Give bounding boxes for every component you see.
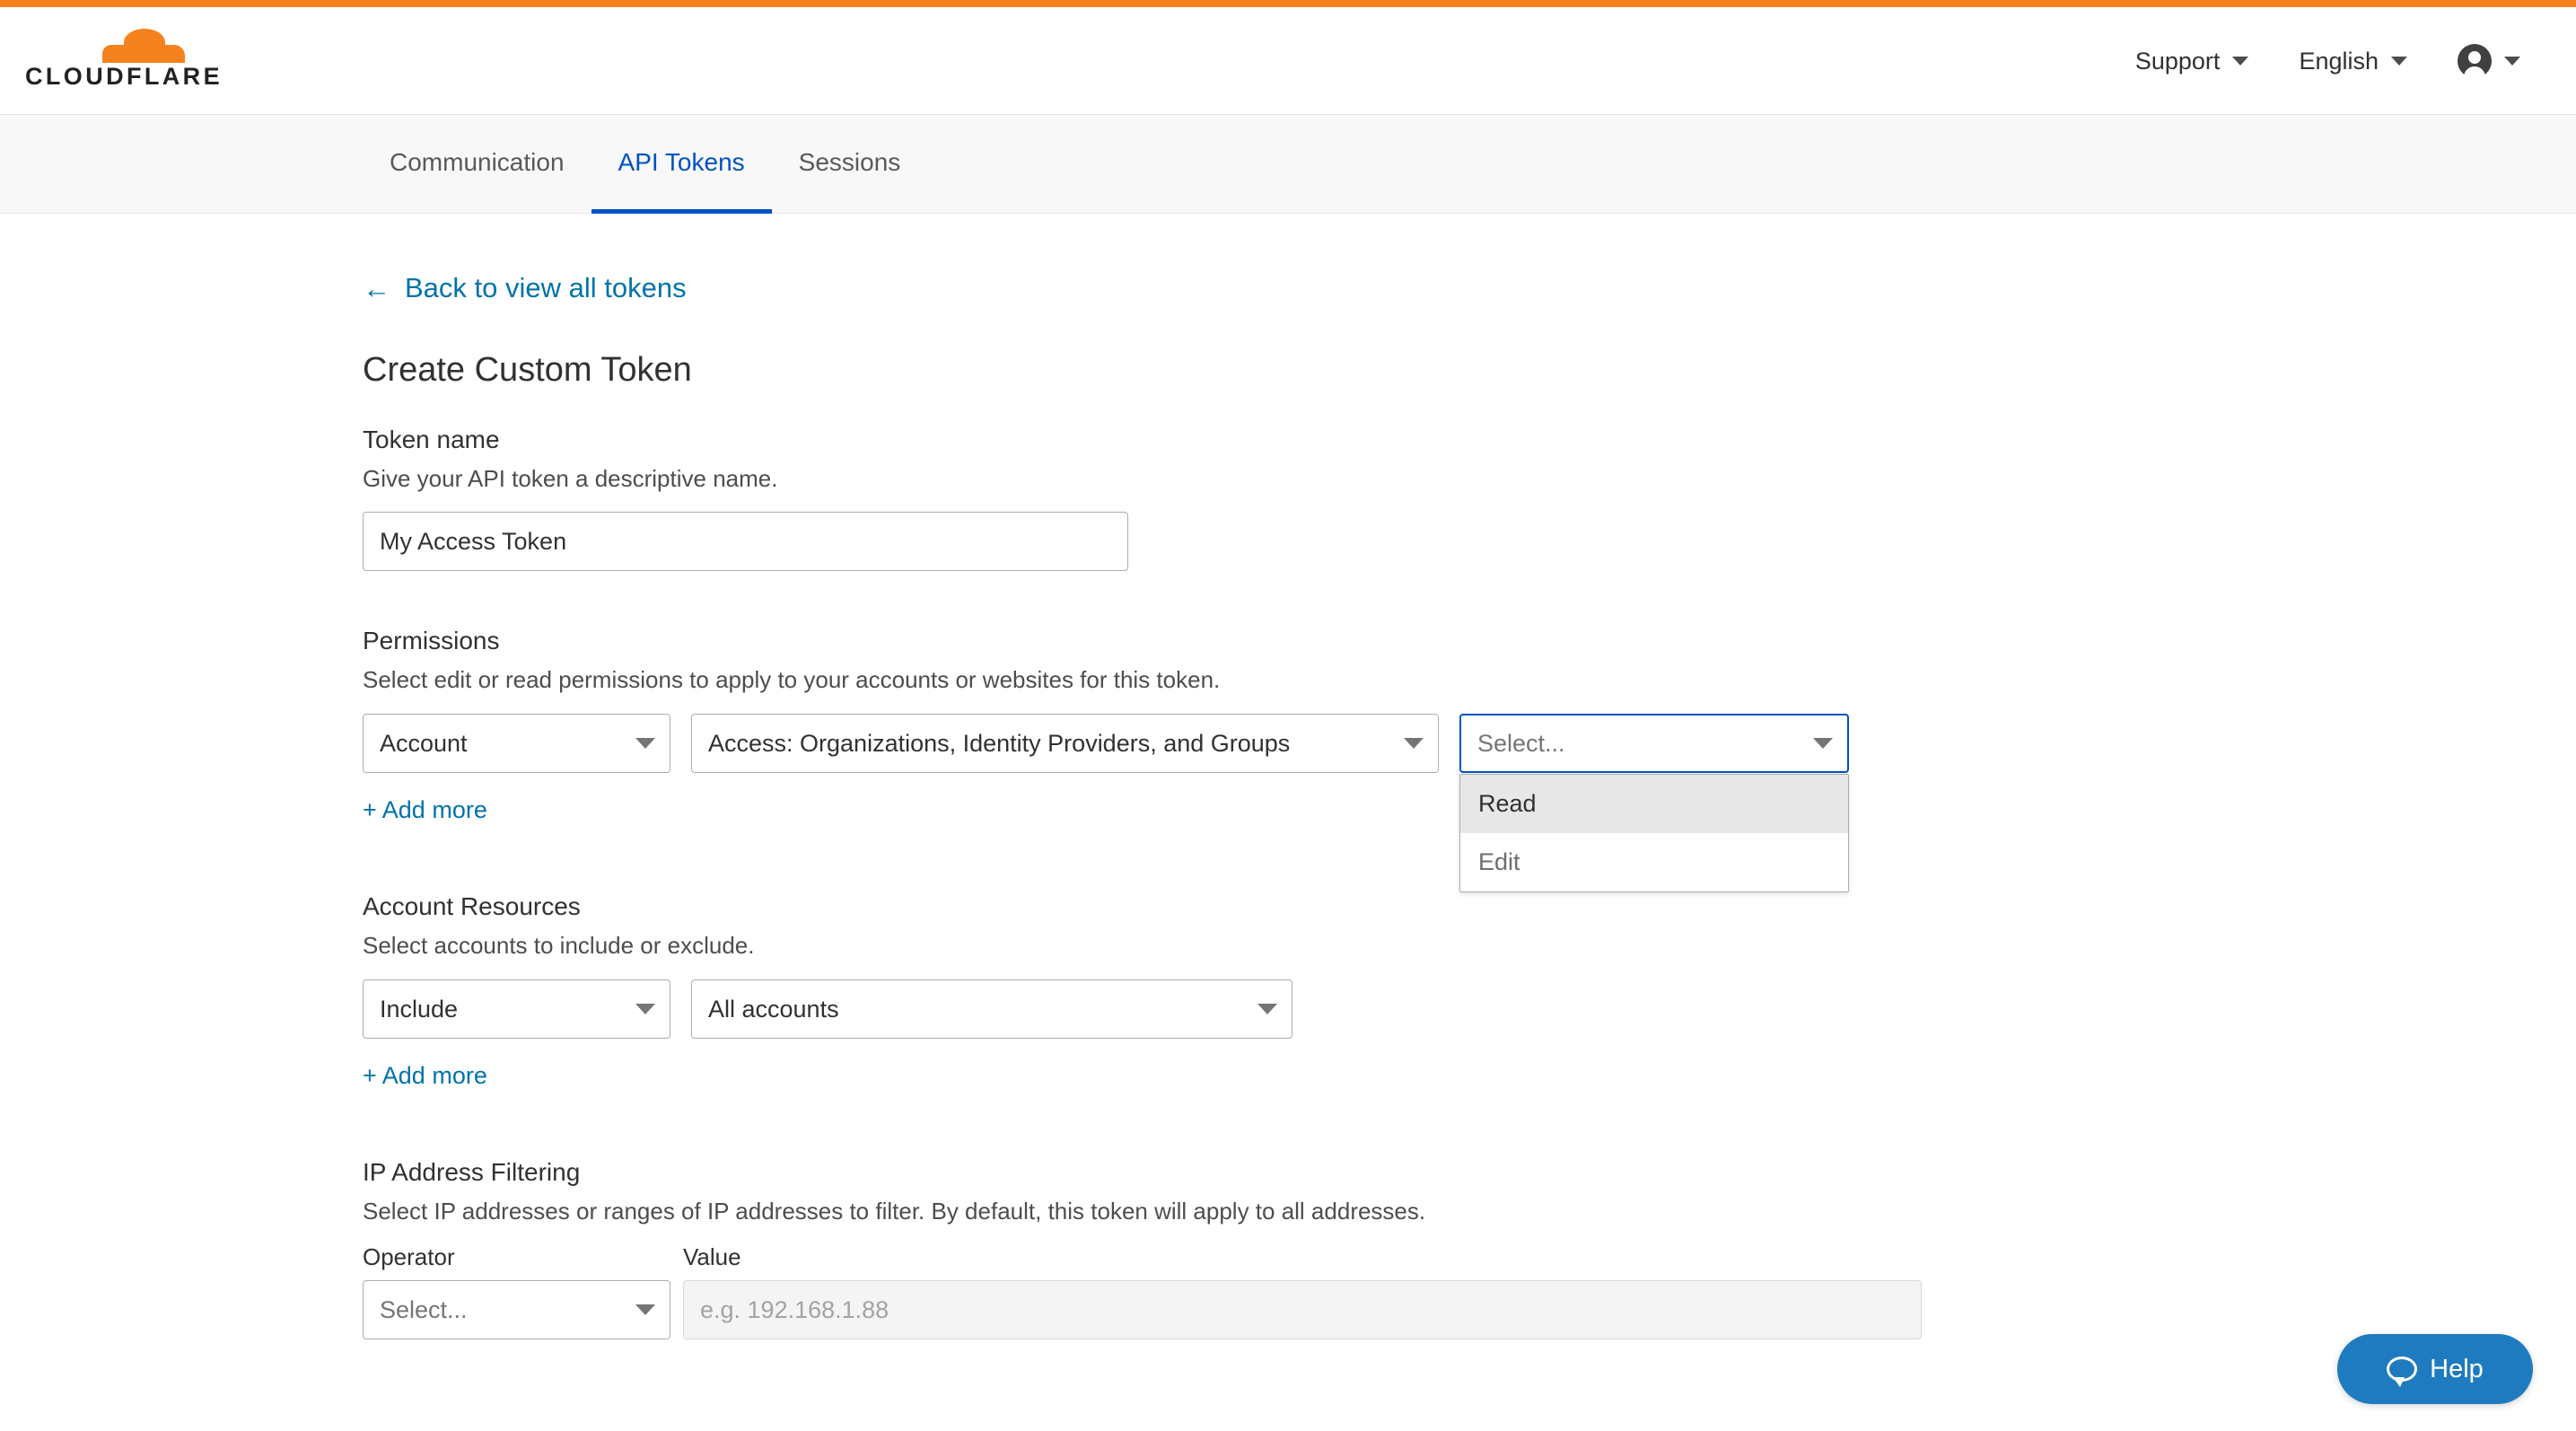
ip-value-input[interactable] <box>683 1280 1922 1339</box>
account-resources-add-more-label: + Add more <box>363 1062 487 1089</box>
permission-scope-select[interactable] <box>363 714 670 773</box>
permissions-add-more-label: + Add more <box>363 796 487 823</box>
tab-list <box>363 115 927 214</box>
support-label: Support <box>2134 47 2221 75</box>
account-resources-target-select[interactable] <box>691 979 1292 1039</box>
permission-level-dropdown <box>1459 774 1849 892</box>
ip-operator-value: Select... <box>380 1295 468 1323</box>
language-menu[interactable] <box>2274 48 2432 75</box>
ip-value-placeholder: e.g. 192.168.1.88 <box>700 1295 889 1323</box>
ip-filtering-row <box>363 1243 2158 1339</box>
tab-api-tokens[interactable] <box>591 115 772 214</box>
chevron-down-icon <box>2504 57 2520 66</box>
permissions-description: Select edit or read permissions to apply to your accounts or websites for this token. <box>363 666 1221 693</box>
permission-scope-value: Account <box>380 729 468 757</box>
account-menu[interactable] <box>2432 44 2545 78</box>
back-to-tokens-link[interactable] <box>363 272 2158 304</box>
permission-level-select[interactable] <box>1459 714 1849 773</box>
app-header <box>0 7 2576 115</box>
main-content <box>0 214 2576 1339</box>
dropdown-option-label: Read <box>1478 790 1537 817</box>
content-column <box>363 272 2158 1339</box>
ip-operator-select[interactable] <box>363 1280 670 1339</box>
tab-bar <box>0 115 2576 214</box>
token-name-description: Give your API token a descriptive name. <box>363 465 778 492</box>
account-resources-target-value: All accounts <box>708 995 839 1023</box>
tab-label: Communication <box>390 147 565 176</box>
permission-resource-select[interactable] <box>691 714 1439 773</box>
tab-label: Sessions <box>798 147 901 176</box>
ip-filtering-label: IP Address Filtering <box>363 1158 581 1186</box>
help-button[interactable] <box>2337 1334 2533 1404</box>
chevron-down-icon <box>2232 57 2248 66</box>
chat-icon <box>2387 1356 2417 1382</box>
chevron-down-icon <box>635 1304 655 1315</box>
chevron-down-icon <box>2391 57 2407 66</box>
language-label: English <box>2299 47 2379 75</box>
top-accent-bar <box>0 0 2576 7</box>
back-link-label: Back to view all tokens <box>405 272 687 303</box>
cloud-icon <box>102 29 185 63</box>
chevron-down-icon <box>635 1004 655 1014</box>
token-name-input[interactable] <box>363 512 1128 571</box>
page-title: Create Custom Token <box>363 351 692 389</box>
arrow-left-icon: ← <box>363 272 390 304</box>
dropdown-option-read[interactable] <box>1460 775 1848 833</box>
dropdown-option-edit[interactable] <box>1460 833 1848 891</box>
account-resources-label: Account Resources <box>363 892 581 920</box>
tab-label: API Tokens <box>618 147 745 176</box>
account-resources-operator-value: Include <box>380 995 459 1023</box>
help-button-label: Help <box>2430 1354 2484 1383</box>
permission-level-value: Select... <box>1477 729 1565 757</box>
ip-operator-label: Operator <box>363 1243 455 1270</box>
logo-wordmark: CLOUDFLARE <box>25 63 223 90</box>
permissions-add-more-button[interactable] <box>363 796 487 824</box>
ip-filtering-description: Select IP addresses or ranges of IP addresses to filter. By default, this token will apply to all addresses. <box>363 1198 1426 1225</box>
ip-value-label: Value <box>683 1243 741 1270</box>
permissions-label: Permissions <box>363 627 500 654</box>
header-actions <box>2110 7 2545 115</box>
cloudflare-logo[interactable] <box>25 27 223 95</box>
dropdown-option-label: Edit <box>1478 848 1520 875</box>
chevron-down-icon <box>1257 1004 1277 1014</box>
tab-sessions[interactable] <box>772 115 928 214</box>
permission-resource-value: Access: Organizations, Identity Providers, and Groups <box>708 729 1291 757</box>
tab-communication[interactable] <box>363 115 591 214</box>
chevron-down-icon <box>1404 738 1424 749</box>
account-resources-add-more-button[interactable] <box>363 1062 487 1090</box>
token-name-label: Token name <box>363 426 500 453</box>
user-avatar-icon <box>2458 44 2492 78</box>
account-resources-description: Select accounts to include or exclude. <box>363 932 755 959</box>
account-resources-operator-select[interactable] <box>363 979 670 1039</box>
chevron-down-icon <box>1813 738 1833 749</box>
account-resources-row <box>363 979 2158 1039</box>
support-menu[interactable] <box>2110 48 2274 75</box>
chevron-down-icon <box>635 738 655 749</box>
